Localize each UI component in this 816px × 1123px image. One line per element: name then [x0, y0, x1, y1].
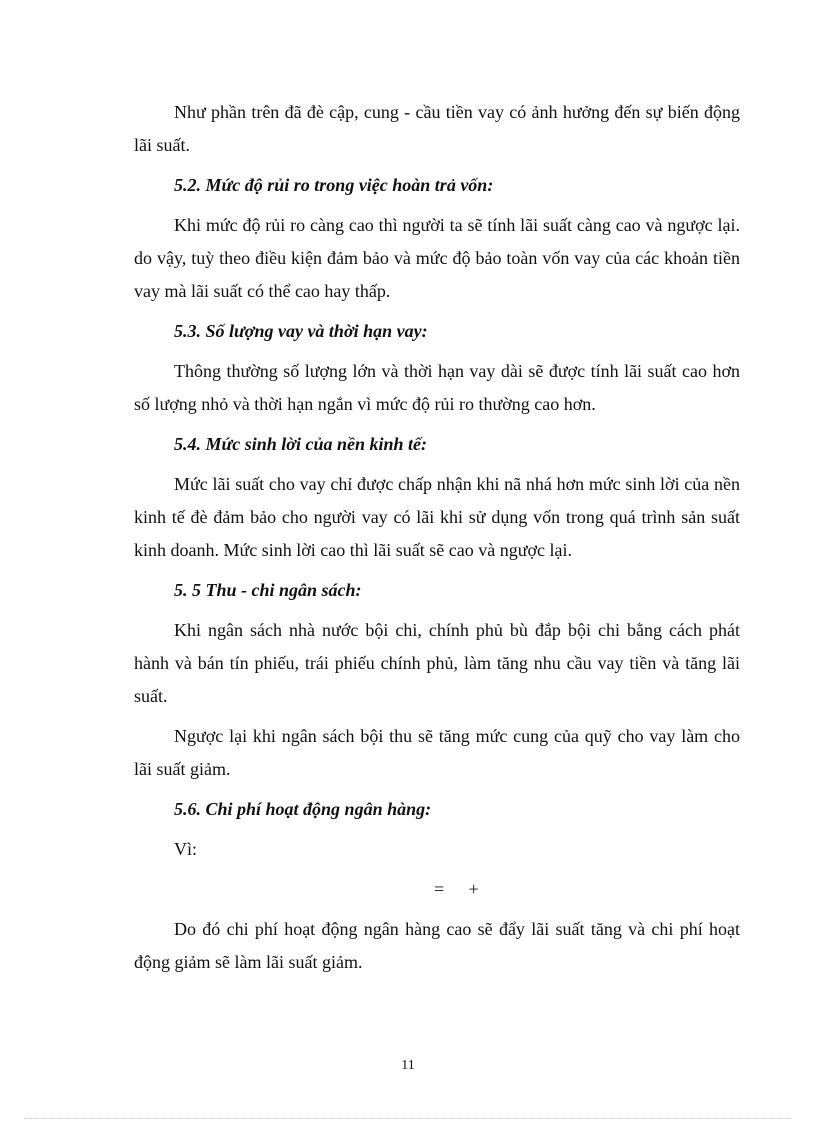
heading-5-2: 5.2. Mức độ rủi ro trong việc hoàn trả vốn:: [174, 175, 494, 195]
paragraph-budget-deficit: Khi ngân sách nhà nước bội chi, chính phủ bù đắp bội chi bằng cách phát hành và bán tín phiếu, trái phiếu chính phủ, làm tăng nhu cầu vay tiền và tăng lãi suất.: [134, 620, 740, 706]
document-body: [134, 96, 740, 979]
paragraph-because: Vì:: [174, 839, 198, 859]
heading-5-5: 5. 5 Thu - chi ngân sách:: [174, 580, 362, 600]
paragraph-intro: Như phần trên đã đè cập, cung - cầu tiền vay có ảnh hưởng đến sự biến động lãi suất.: [134, 102, 740, 155]
paragraph-profitability: Mức lãi suất cho vay chỉ được chấp nhận khi nã nhá hơn mức sinh lời của nền kinh tế đè đảm bảo cho người vay có lãi khi sử dụng vốn trong quá trình sản suất kinh doanh. Mức sinh lời cao thì lãi suất sẽ cao và ngược lại.: [134, 474, 740, 560]
paragraph-loan-amount: Thông thường số lượng lớn và thời hạn vay dài sẽ được tính lãi suất cao hơn số lượng nhỏ và thời hạn ngắn vì mức độ rủi ro thường cao hơn.: [134, 361, 740, 414]
paragraph-risk: Khi mức độ rủi ro càng cao thì người ta sẽ tính lãi suất càng cao và ngược lại. do vậy, tuỳ theo điều kiện đảm bảo và mức độ bảo toàn vốn vay của các khoản tiền vay mà lãi suất có thể cao hay thấp.: [134, 215, 740, 301]
paragraph-budget-surplus: Ngược lại khi ngân sách bội thu sẽ tăng mức cung của quỹ cho vay làm cho lãi suất giảm.: [134, 726, 740, 779]
heading-5-6: 5.6. Chi phí hoạt động ngân hàng:: [174, 799, 432, 819]
heading-5-4: 5.4. Mức sinh lời của nền kinh tế:: [174, 434, 427, 454]
paragraph-conclusion: Do đó chi phí hoạt động ngân hàng cao sẽ đẩy lãi suất tăng và chi phí hoạt động giảm sẽ làm lãi suất giảm.: [134, 919, 740, 972]
heading-5-3: 5.3. Số lượng vay và thời hạn vay:: [174, 321, 428, 341]
formula-line: = +: [434, 879, 479, 899]
page-number: 11: [401, 1058, 415, 1073]
page-bottom-divider: [24, 1118, 792, 1119]
